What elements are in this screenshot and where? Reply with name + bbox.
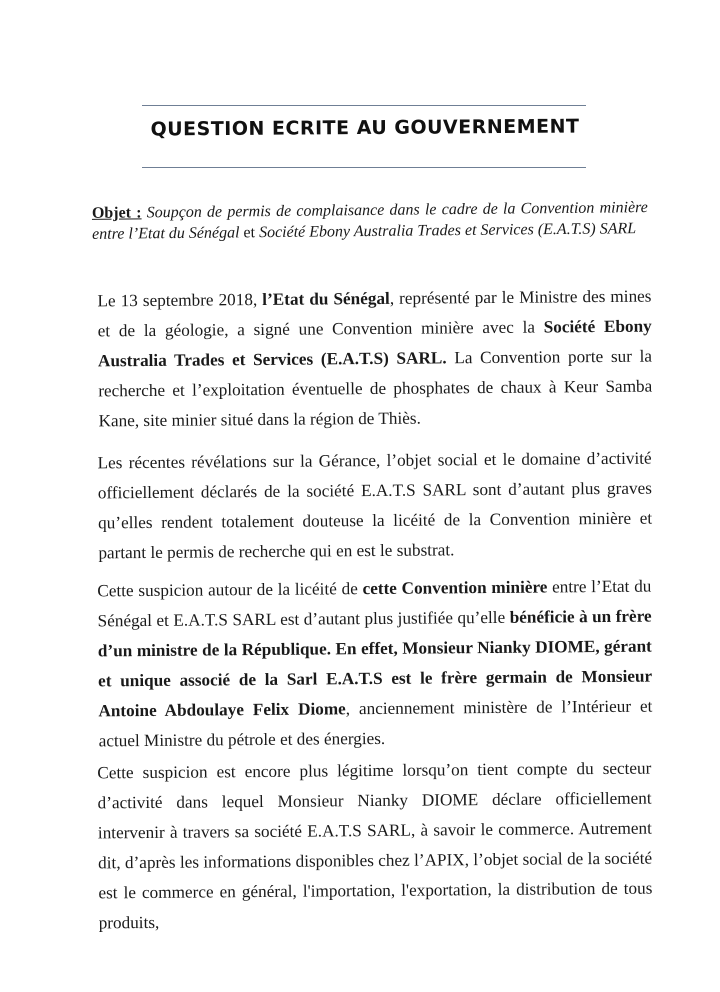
subject-text-c: Société Ebony Australia Trades et Services (E.A.T.S) SARL bbox=[258, 220, 637, 242]
p1-bold-b: l’Etat du Sénégal bbox=[262, 288, 390, 309]
subject-text-a: Soupçon de permis de complaisance dans le cadre de la Convention minière entre l’Etat du Sénégal bbox=[92, 199, 648, 243]
p3-bold-d: bénéficie à un frère d’un ministre de la République. En effet, Monsieur Nianky DIOME, gérant et unique associé de la Sarl E.A.T.S est le frère germain de Monsieur Antoine Abdoulaye Felix Diome bbox=[97, 606, 653, 721]
p4-text: Cette suspicion est encore plus légitime lorsqu’on tient compte du secteur d’activité dans lequel Monsieur Nianky DIOME déclare officiellement intervenir à travers sa société E.A.T.S SARL, à savoir le commerce. Autrement dit, d’après les informations disponibles chez l’APIX, l’objet social de la société est le commerce en général, l'importation, l'exportation, la distribution de tous produits, bbox=[97, 758, 653, 933]
subject-label: Objet : bbox=[91, 204, 142, 222]
p1-text-a: Le 13 septembre 2018, bbox=[97, 289, 263, 311]
title-top-rule bbox=[142, 105, 586, 106]
p3-text-e: , anciennement ministère de l’Intérieur et actuel Ministre du pétrole et des énergies. bbox=[98, 696, 653, 751]
paragraph-1 bbox=[97, 282, 652, 437]
p3-bold-b: cette Convention minière bbox=[362, 577, 548, 599]
p1-text-c: , représenté par le Ministre des mines et de la géologie, a signé une Convention minière avec la bbox=[97, 286, 652, 341]
subject-text-b: et bbox=[239, 224, 260, 242]
p3-text-a: Cette suspicion autour de la licéité de bbox=[97, 579, 363, 601]
subject-block bbox=[92, 197, 648, 245]
p1-bold-d: Société Ebony Australia Trades et Services (E.A.T.S) SARL. bbox=[97, 316, 652, 371]
paragraph-2 bbox=[97, 444, 652, 569]
p1-text-e: La Convention porte sur la recherche et l’exploitation éventuelle de phosphates de chaux à Keur Samba Kane, site minier situé dans la région de Thiès. bbox=[98, 346, 653, 431]
title-bottom-rule bbox=[142, 167, 586, 168]
p3-text-c: entre l’Etat du Sénégal et E.A.T.S SARL est d’autant plus justifiée qu’elle bbox=[97, 576, 652, 631]
paragraph-4 bbox=[97, 754, 653, 939]
page-title: QUESTION ECRITE AU GOUVERNEMENT bbox=[150, 115, 580, 141]
p2-text: Les récentes révélations sur la Gérance, l’objet social et le domaine d’activité officiellement déclarés de la société E.A.T.S SARL sont d’autant plus graves qu’elles rendent totalement douteuse la licéité de la Convention minière et partant le permis de recherche qui en est le substrat. bbox=[97, 448, 653, 563]
paragraph-3 bbox=[97, 572, 653, 757]
